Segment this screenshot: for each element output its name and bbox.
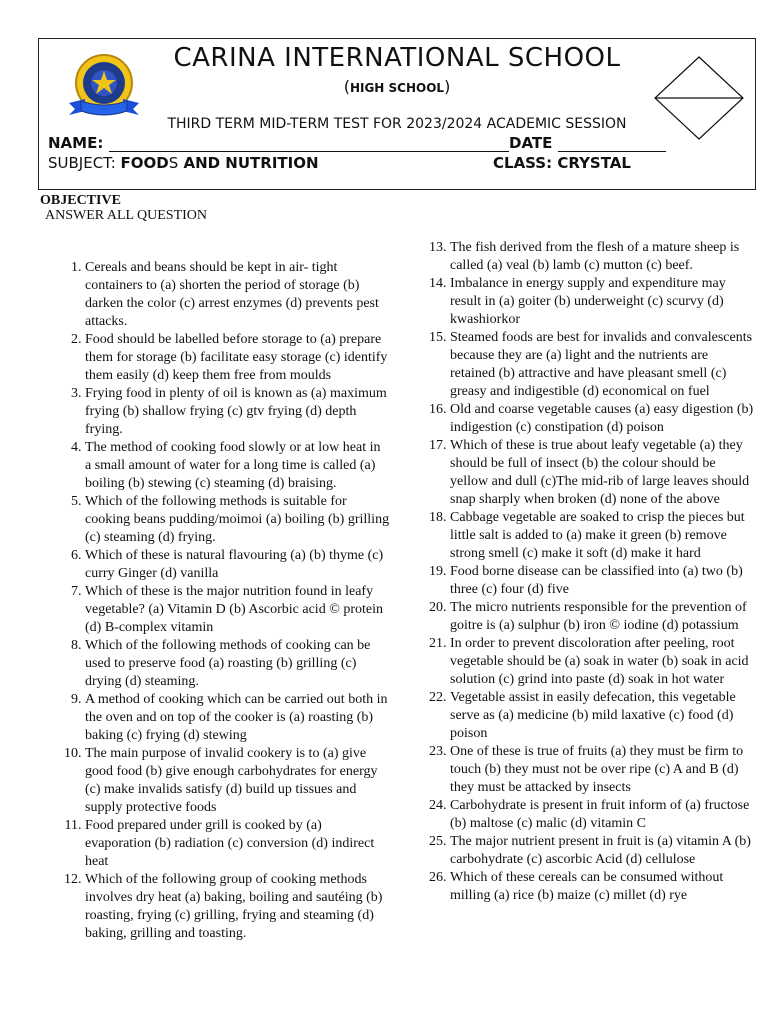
question-text: Old and coarse vegetable causes (a) easy digestion (b) indigestion (c) constipation (d) poison	[450, 402, 754, 435]
question-number: 22.	[429, 690, 450, 705]
question-number: 7.	[71, 584, 85, 599]
question-item	[425, 563, 755, 599]
question-text: Steamed foods are best for invalids and convalescents because they are (a) light and the nutrients are retained (b) attractive and have pleasant smell (c) greasy and indigestible (d) economical on fuel	[450, 330, 753, 399]
subtitle-open-paren: (	[343, 77, 350, 96]
question-text: Cereals and beans should be kept in air- tight containers to (a) shorten the period of storage (b) darken the color (c) arrest enzymes (d) prevents pest attacks.	[85, 260, 379, 329]
question-number: 14.	[429, 276, 450, 291]
question-number: 4.	[71, 440, 85, 455]
question-item	[60, 691, 390, 745]
question-item	[425, 401, 755, 437]
question-number: 3.	[71, 386, 85, 401]
question-number: 12.	[64, 872, 85, 887]
question-item	[60, 817, 390, 871]
question-text: Which of these is natural flavouring (a) (b) thyme (c) curry Ginger (d) vanilla	[85, 548, 384, 581]
name-blank-line[interactable]	[109, 137, 509, 152]
question-item	[60, 745, 390, 817]
question-number: 10.	[64, 746, 85, 761]
question-item	[425, 599, 755, 635]
objective-heading: OBJECTIVE	[40, 193, 121, 208]
date-label: DATE	[509, 134, 553, 152]
question-number: 2.	[71, 332, 85, 347]
question-text: Which of these cereals can be consumed without milling (a) rice (b) maize (c) millet (d) rye	[450, 870, 724, 903]
question-number: 11.	[64, 818, 85, 833]
subject-row	[48, 154, 319, 172]
question-item	[425, 329, 755, 401]
question-item	[425, 743, 755, 797]
question-text: Carbohydrate is present in fruit inform of (a) fructose (b) maltose (c) malic (d) vitamin C	[450, 798, 750, 831]
question-text: Which of the following group of cooking methods involves dry heat (a) baking, boiling and sautéing (b) roasting, frying (c) grilling, frying and steaming (d) baking, grilling and toasting.	[85, 872, 383, 941]
name-label: NAME:	[48, 134, 104, 152]
question-number: 18.	[429, 510, 450, 525]
question-item	[60, 331, 390, 385]
school-name: CARINA INTERNATIONAL SCHOOL	[173, 43, 621, 73]
subject-value-part-b: S	[168, 154, 179, 172]
questions-right-column	[425, 239, 755, 905]
question-text: Vegetable assist in easily defecation, this vegetable serve as (a) medicine (b) mild laxative (c) food (d) poison	[450, 690, 736, 741]
subject-label: SUBJECT	[48, 154, 111, 172]
question-text: One of these is true of fruits (a) they must be firm to touch (b) they must not be over ripe (c) A and B (d) they must be attacked by insects	[450, 744, 744, 795]
question-text: A method of cooking which can be carried out both in the oven and on top of the cooker is (a) roasting (b) baking (c) frying (d) stewing	[85, 692, 388, 743]
question-text: The fish derived from the flesh of a mature sheep is called (a) veal (b) lamb (c) mutton (c) beef.	[450, 240, 740, 273]
subject-value	[121, 154, 319, 172]
question-text: The major nutrient present in fruit is (a) vitamin A (b) carbohydrate (c) ascorbic Acid (d) cellulose	[450, 834, 751, 867]
question-number: 21.	[429, 636, 450, 651]
question-text: Frying food in plenty of oil is known as (a) maximum frying (b) shallow frying (c) gtv frying (d) depth frying.	[85, 386, 387, 437]
question-item	[425, 635, 755, 689]
questions-left-column	[60, 259, 390, 943]
question-text: Which of the following methods is suitable for cooking beans pudding/moimoi (a) boiling (b) grilling (c) steaming (d) frying.	[85, 494, 390, 545]
question-item	[60, 259, 390, 331]
question-number: 16.	[429, 402, 450, 417]
question-text: Which of the following methods of cooking can be used to preserve food (a) roasting (b) grilling (c) drying (d) steaming.	[85, 638, 371, 689]
question-text: In order to prevent discoloration after peeling, root vegetable should be (a) soak in water (b) soak in acid solution (c) grind into paste (d) soak in hot water	[450, 636, 749, 687]
question-number: 20.	[429, 600, 450, 615]
question-text: Food prepared under grill is cooked by (a) evaporation (b) radiation (c) conversion (d) indirect heat	[85, 818, 375, 869]
date-row	[509, 134, 666, 152]
subject-value-part-a: FOOD	[120, 154, 169, 172]
school-subtitle	[39, 77, 755, 96]
subtitle-text: HIGH SCHOOL	[349, 81, 445, 95]
question-text: Which of these is the major nutrition found in leafy vegetable? (a) Vitamin D (b) Ascorbic acid © protein (d) B-complex vitamin	[85, 584, 383, 635]
question-number: 6.	[71, 548, 85, 563]
question-item	[425, 833, 755, 869]
question-number: 24.	[429, 798, 450, 813]
question-text: Imbalance in energy supply and expenditure may result in (a) goiter (b) underweight (c) scurvy (d) kwashiorkor	[450, 276, 726, 327]
question-number: 23.	[429, 744, 450, 759]
question-item	[425, 869, 755, 905]
term-title: THIRD TERM MID-TERM TEST FOR 2023/2024 ACADEMIC SESSION	[167, 116, 627, 132]
subtitle-close-paren: )	[444, 77, 451, 96]
question-item	[60, 493, 390, 547]
exam-header	[38, 38, 756, 190]
question-number: 15.	[429, 330, 450, 345]
question-item	[425, 689, 755, 743]
question-item	[60, 385, 390, 439]
question-text: Cabbage vegetable are soaked to crisp the pieces but little salt is added to (a) make it green (b) remove strong smell (c) make it soft (d) make it hard	[450, 510, 745, 561]
question-number: 13.	[429, 240, 450, 255]
question-number: 8.	[71, 638, 85, 653]
subject-value-part-c: AND NUTRITION	[178, 154, 319, 172]
question-item	[60, 637, 390, 691]
question-item	[425, 797, 755, 833]
question-text: Food borne disease can be classified into (a) two (b) three (c) four (d) five	[450, 564, 743, 597]
question-text: Food should be labelled before storage to (a) prepare them for storage (b) facilitate easy storage (c) identify them easily (d) keep them free from moulds	[85, 332, 388, 383]
question-number: 9.	[71, 692, 85, 707]
question-text: Which of these is true about leafy vegetable (a) they should be full of insect (b) the colour should be yellow and dull (c)The mid-rib of large leaves should snap sharply when broken (d) none of the above	[450, 438, 750, 507]
instruction-text: ANSWER ALL QUESTION	[45, 208, 208, 223]
class-label: CLASS: CRYSTAL	[493, 154, 631, 172]
question-item	[425, 275, 755, 329]
question-item	[60, 583, 390, 637]
name-row	[48, 134, 509, 152]
question-number: 19.	[429, 564, 450, 579]
question-text: The method of cooking food slowly or at low heat in a small amount of water for a long time is called (a) boiling (b) stewing (c) steaming (d) braising.	[85, 440, 381, 491]
question-number: 17.	[429, 438, 450, 453]
question-number: 25.	[429, 834, 450, 849]
question-item	[425, 437, 755, 509]
subject-colon: :	[110, 154, 121, 172]
question-item	[60, 871, 390, 943]
question-item	[425, 509, 755, 563]
question-item	[60, 547, 390, 583]
question-text: The micro nutrients responsible for the prevention of goitre is (a) sulphur (b) iron © iodine (d) potassium	[450, 600, 747, 633]
question-text: The main purpose of invalid cookery is to (a) give good food (b) give enough carbohydrates for energy (c) make invalids satisfy (d) build up tissues and supply protective foods	[85, 746, 378, 815]
question-number: 1.	[71, 260, 85, 275]
question-number: 5.	[71, 494, 85, 509]
question-item	[60, 439, 390, 493]
date-blank-line[interactable]	[558, 137, 666, 152]
question-number: 26.	[429, 870, 450, 885]
question-item	[425, 239, 755, 275]
